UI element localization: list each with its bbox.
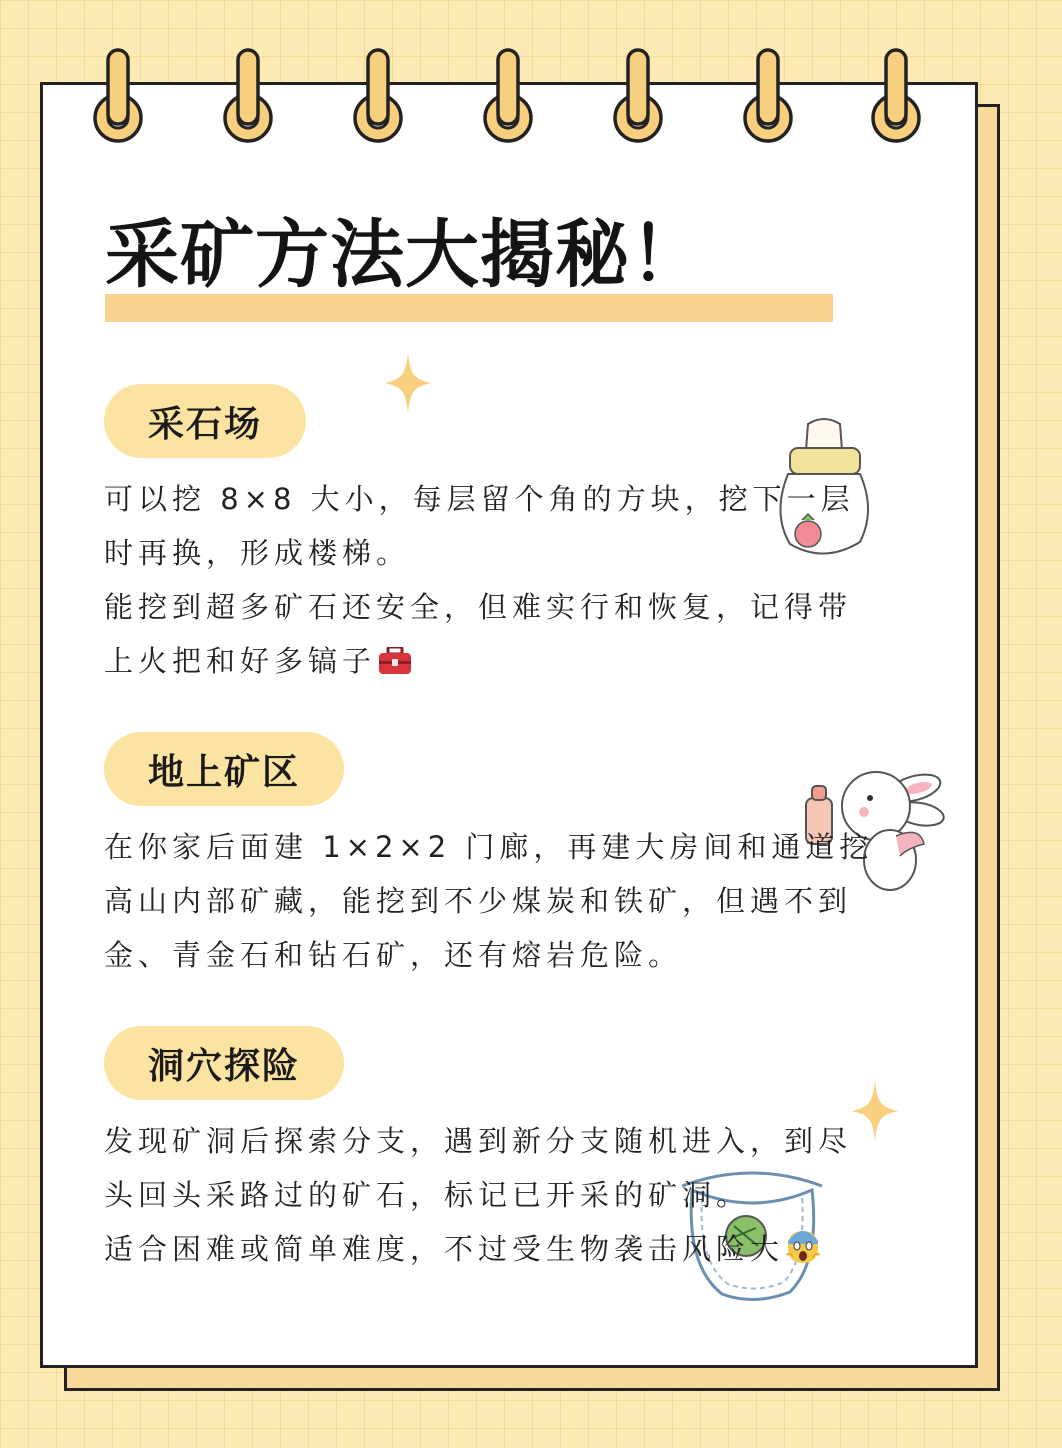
body-line: 可以挖 8×8 大小，每层留个角的方块，挖下一层 (104, 482, 855, 516)
body-line: 时再换，形成楼梯。 (104, 536, 411, 570)
sparkle-icon (384, 352, 432, 414)
section-heading-quarry: 采石场 (104, 384, 306, 458)
section-body-cave-exploring (104, 1114, 904, 1276)
body-line: 发现矿洞后探索分支，遇到新分支随机进入，到尽 (104, 1124, 853, 1158)
body-line: 在你家后面建 1×2×2 门廊，再建大房间和通道挖 (104, 830, 874, 864)
section-body-quarry (104, 472, 904, 688)
binder-ring-icon (90, 46, 146, 146)
body-line: 高山内部矿藏，能挖到不少煤炭和铁矿，但遇不到 (104, 884, 853, 918)
section-body-surface-mine (104, 820, 904, 982)
toolbox-emoji (378, 647, 412, 675)
binder-ring-icon (350, 46, 406, 146)
binder-ring-icon (220, 46, 276, 146)
body-line: 适合困难或简单难度，不过受生物袭击风险大 (104, 1222, 904, 1276)
binder-ring-icon (740, 46, 796, 146)
body-line: 金、青金石和钻石矿，还有熔岩危险。 (104, 938, 683, 972)
binder-ring-icon (610, 46, 666, 146)
page-title: 采矿方法大揭秘！ (105, 212, 705, 298)
body-line: 能挖到超多矿石还安全，但难实行和恢复，记得带 (104, 590, 853, 624)
screaming-face-emoji (786, 1231, 820, 1263)
body-line: 上火把和好多镐子 (104, 634, 904, 688)
binder-ring-icon (480, 46, 536, 146)
section-heading-cave-exploring: 洞穴探险 (104, 1026, 344, 1100)
body-line: 头回头采路过的矿石，标记已开采的矿洞。 (104, 1178, 751, 1212)
binder-ring-icon (868, 46, 924, 146)
section-heading-surface-mine: 地上矿区 (104, 732, 344, 806)
